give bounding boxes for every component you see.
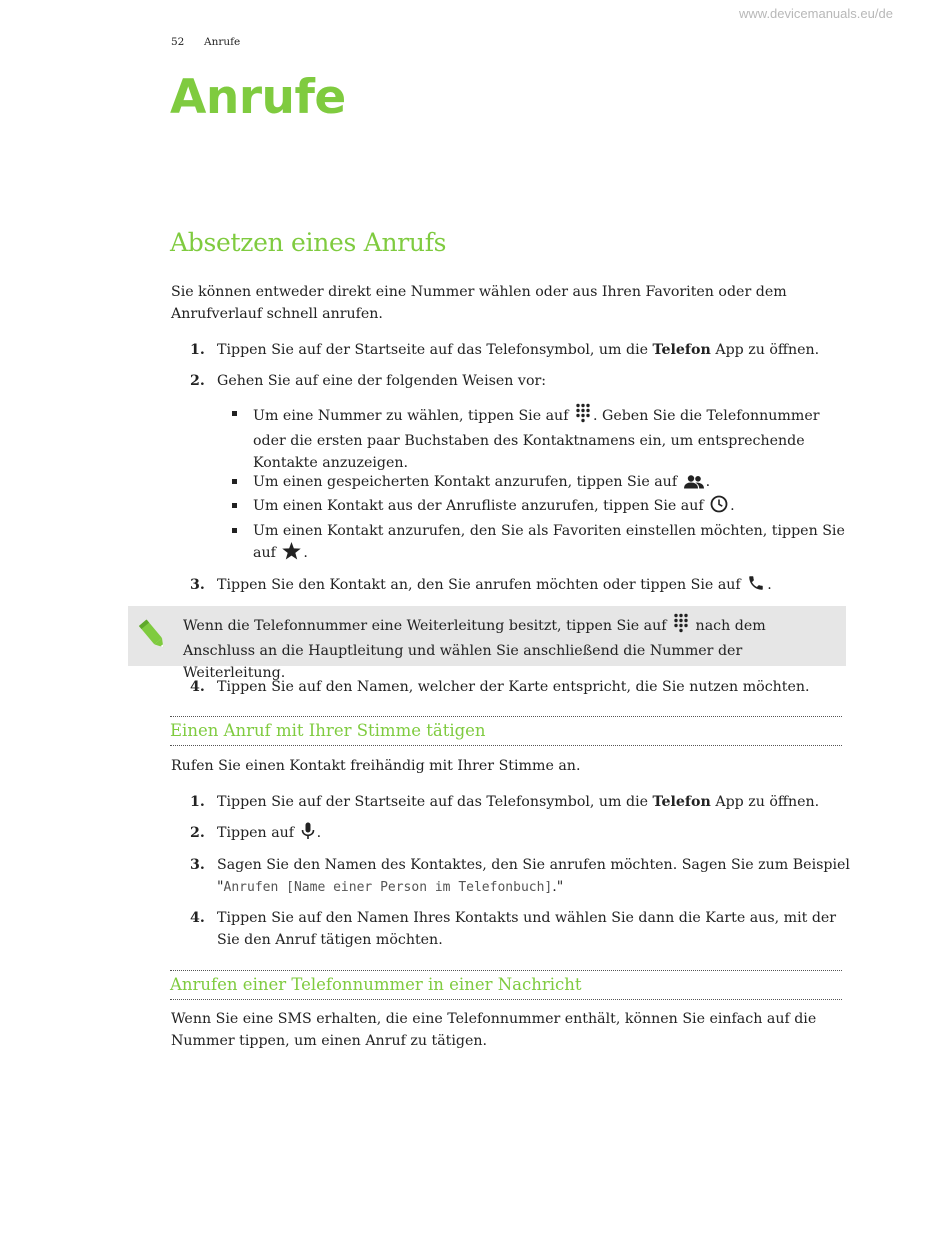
bullet-marker bbox=[232, 479, 237, 484]
step-number: 4. bbox=[190, 679, 205, 695]
bullet-marker bbox=[232, 411, 237, 416]
pencil-icon bbox=[138, 617, 168, 657]
step-text: Tippen auf . bbox=[217, 822, 850, 847]
list-item-text: Um einen Kontakt aus der Anrufliste anzurufen, tippen Sie auf . bbox=[253, 495, 847, 520]
step-number: 4. bbox=[190, 910, 205, 926]
dialpad-icon bbox=[575, 403, 591, 430]
section-title: Absetzen eines Anrufs bbox=[170, 228, 447, 257]
note-text: Wenn die Telefonnummer eine Weiterleitung besitzt, tippen Sie auf nach dem Anschluss an die Hauptleitung und wählen Sie anschließend die Nummer der Weiterleitung. bbox=[183, 613, 833, 684]
step-number: 1. bbox=[190, 794, 205, 810]
list-item bbox=[232, 495, 847, 520]
dialpad-icon bbox=[673, 613, 689, 640]
clock-icon bbox=[710, 495, 728, 520]
step-text: Sagen Sie den Namen des Kontaktes, den Sie anrufen möchten. Sagen Sie zum Beispiel "Anrufen [Name einer Person im Telefonbuch]." bbox=[217, 857, 850, 895]
step-text: Tippen Sie auf der Startseite auf das Telefonsymbol, um die Telefon App zu öffnen. bbox=[217, 342, 820, 358]
chapter-title: Anrufe bbox=[170, 70, 346, 125]
running-header bbox=[171, 36, 240, 48]
bullet-marker bbox=[232, 503, 237, 508]
step-item bbox=[190, 339, 850, 361]
list-item-text: Um eine Nummer zu wählen, tippen Sie auf . Geben Sie die Telefonnummer oder die ersten paar Buchstaben des Kontaktnamens ein, um entsprechende Kontakte anzuzeigen. bbox=[253, 403, 847, 474]
bullet-marker bbox=[232, 528, 237, 533]
list-item bbox=[232, 471, 847, 496]
step-text: Tippen Sie auf den Namen, welcher der Karte entspricht, die Sie nutzen möchten. bbox=[217, 679, 810, 695]
step-item bbox=[190, 822, 850, 847]
step-item bbox=[190, 854, 850, 899]
voice-command-example: Anrufen [Name einer Person im Telefonbuch] bbox=[223, 880, 553, 895]
subsection-heading: Einen Anruf mit Ihrer Stimme tätigen bbox=[170, 716, 842, 746]
section-intro: Sie können entweder direkt eine Nummer wählen oder aus Ihren Favoriten oder dem Anrufverlauf schnell anrufen. bbox=[171, 284, 787, 322]
step-item bbox=[190, 676, 850, 698]
app-name: Telefon bbox=[652, 342, 711, 358]
step-number: 3. bbox=[190, 577, 205, 593]
step-number: 2. bbox=[190, 825, 205, 841]
subsection-intro: Rufen Sie einen Kontakt freihändig mit Ihrer Stimme an. bbox=[171, 758, 581, 774]
step-item bbox=[190, 574, 850, 599]
watermark: www.devicemanuals.eu/de bbox=[739, 6, 893, 21]
running-chapter: Anrufe bbox=[204, 36, 241, 48]
step-item bbox=[190, 791, 850, 813]
step-text: Gehen Sie auf eine der folgenden Weisen vor: bbox=[217, 373, 547, 389]
step-number: 3. bbox=[190, 857, 205, 873]
list-item bbox=[232, 403, 847, 474]
app-name: Telefon bbox=[652, 794, 711, 810]
step-item bbox=[190, 907, 850, 951]
list-item-text: Um einen Kontakt anzurufen, den Sie als Favoriten einstellen möchten, tippen Sie auf . bbox=[253, 520, 847, 567]
step-number: 1. bbox=[190, 342, 205, 358]
star-icon bbox=[282, 542, 301, 567]
subsection-heading: Anrufen einer Telefonnummer in einer Nachricht bbox=[170, 970, 842, 1000]
step-number: 2. bbox=[190, 373, 205, 389]
step-text: Tippen Sie den Kontakt an, den Sie anrufen möchten oder tippen Sie auf . bbox=[217, 574, 850, 599]
step-text: Tippen Sie auf der Startseite auf das Telefonsymbol, um die Telefon App zu öffnen. bbox=[217, 794, 820, 810]
subsection-text: Wenn Sie eine SMS erhalten, die eine Telefonnummer enthält, können Sie einfach auf die Nummer tippen, um einen Anruf zu tätigen. bbox=[171, 1011, 817, 1049]
step-text: Tippen Sie auf den Namen Ihres Kontakts und wählen Sie dann die Karte aus, mit der Sie den Anruf tätigen möchten. bbox=[217, 910, 837, 948]
list-item-text: Um einen gespeicherten Kontakt anzurufen, tippen Sie auf . bbox=[253, 471, 847, 496]
microphone-icon bbox=[301, 822, 315, 847]
note-box bbox=[128, 606, 846, 681]
step-item bbox=[190, 370, 850, 392]
page-number: 52 bbox=[171, 36, 185, 48]
list-item bbox=[232, 520, 847, 567]
phone-icon bbox=[747, 574, 765, 599]
people-icon bbox=[684, 474, 704, 496]
